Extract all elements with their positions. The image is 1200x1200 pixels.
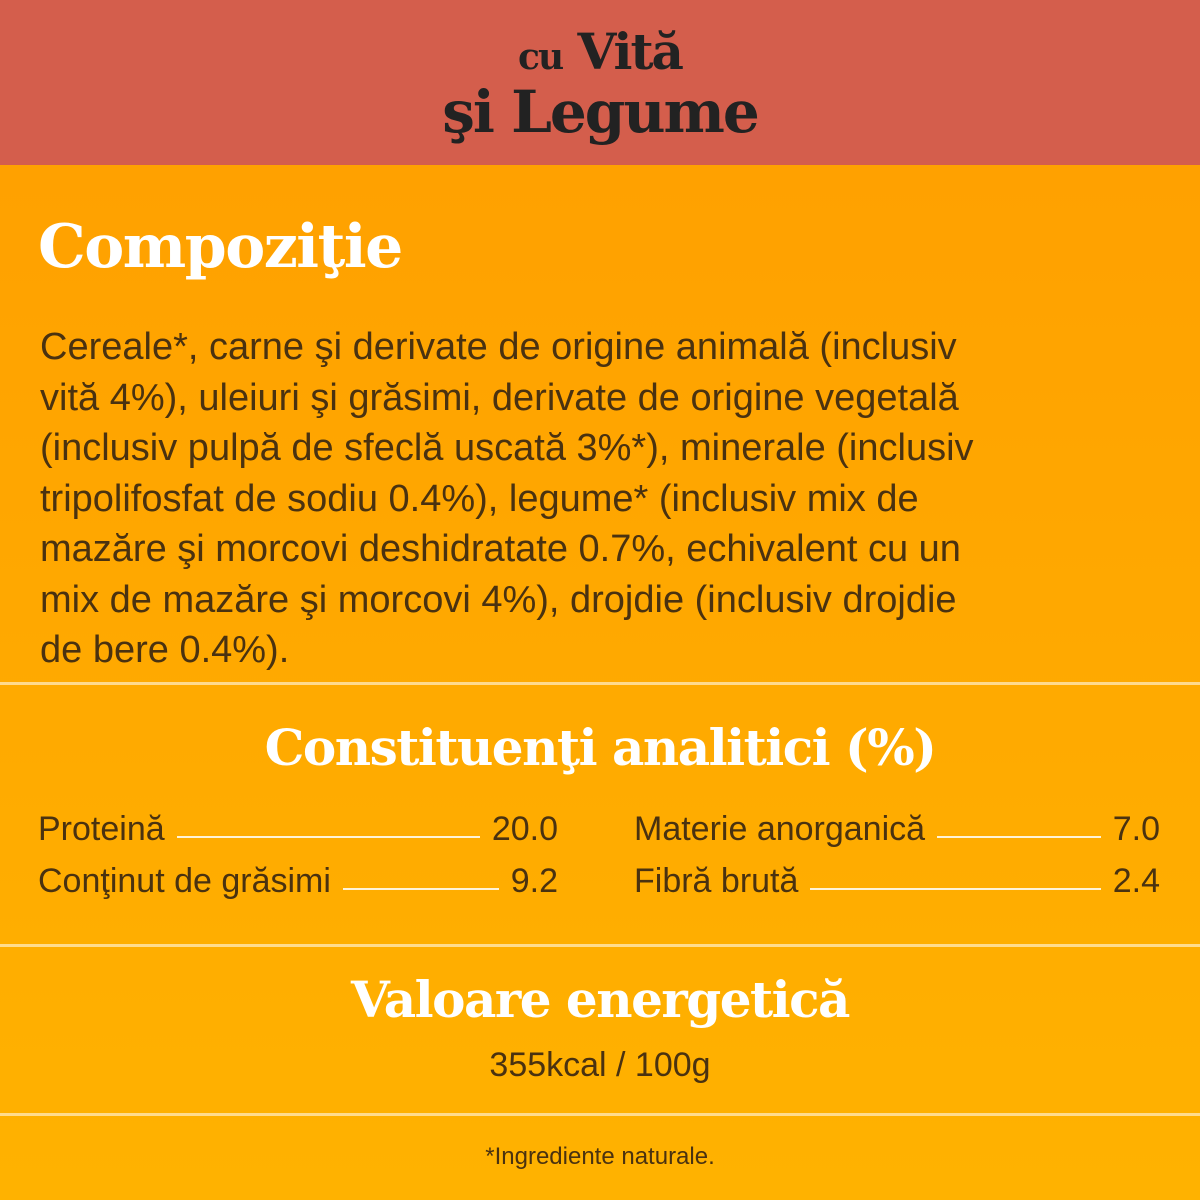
composition-text <box>40 322 1170 676</box>
analytics-label: Proteină <box>38 810 165 848</box>
analytics-label: Fibră brută <box>634 862 799 900</box>
analytics-row-ash <box>634 810 1160 849</box>
analytics-title: Constituenţi analitici (%) <box>264 718 936 777</box>
divider <box>0 944 1200 947</box>
composition-line: de bere 0.4%). <box>40 629 290 671</box>
leader-line <box>937 836 1101 838</box>
leader-line <box>177 836 480 838</box>
composition-line: mazăre şi morcovi deshidratate 0.7%, echivalent cu un <box>40 528 961 570</box>
leader-line <box>343 888 499 890</box>
composition-line: (inclusiv pulpă de sfeclă uscată 3%*), minerale (inclusiv <box>40 427 974 469</box>
analytics-row-fibre <box>634 862 1160 901</box>
energy-title: Valoare energetică <box>351 970 849 1029</box>
header-big-text: Vită <box>577 22 682 81</box>
product-header <box>0 0 1200 165</box>
leader-line <box>810 888 1100 890</box>
composition-line: tripolifosfat de sodiu 0.4%), legume* (inclusiv mix de <box>40 477 919 520</box>
analytics-value: 7.0 <box>1112 810 1160 848</box>
divider <box>0 1113 1200 1116</box>
energy-value: 355kcal / 100g <box>489 1046 711 1084</box>
analytics-value: 2.4 <box>1112 862 1160 900</box>
analytics-label: Materie anorganică <box>634 810 926 848</box>
analytics-value: 9.2 <box>510 862 558 900</box>
composition-line: mix de mazăre şi morcovi 4%), drojdie (inclusiv drojdie <box>40 578 957 621</box>
analytics-value: 20.0 <box>491 810 558 848</box>
header-line-1 <box>0 22 1200 81</box>
composition-title: Compoziţie <box>38 212 402 282</box>
header-small-text: cu <box>518 36 563 78</box>
analytics-row-fat <box>38 862 558 901</box>
analytics-label: Conţinut de grăsimi <box>38 862 331 900</box>
header-line-2: şi Legume <box>442 78 758 146</box>
composition-line: Cereale*, carne şi derivate de origine animală (inclusiv <box>40 326 957 368</box>
composition-line: vită 4%), uleiuri şi grăsimi, derivate de origine vegetală <box>40 376 959 419</box>
footnote: *Ingrediente naturale. <box>485 1143 715 1170</box>
divider <box>0 682 1200 685</box>
analytics-row-protein <box>38 810 558 849</box>
